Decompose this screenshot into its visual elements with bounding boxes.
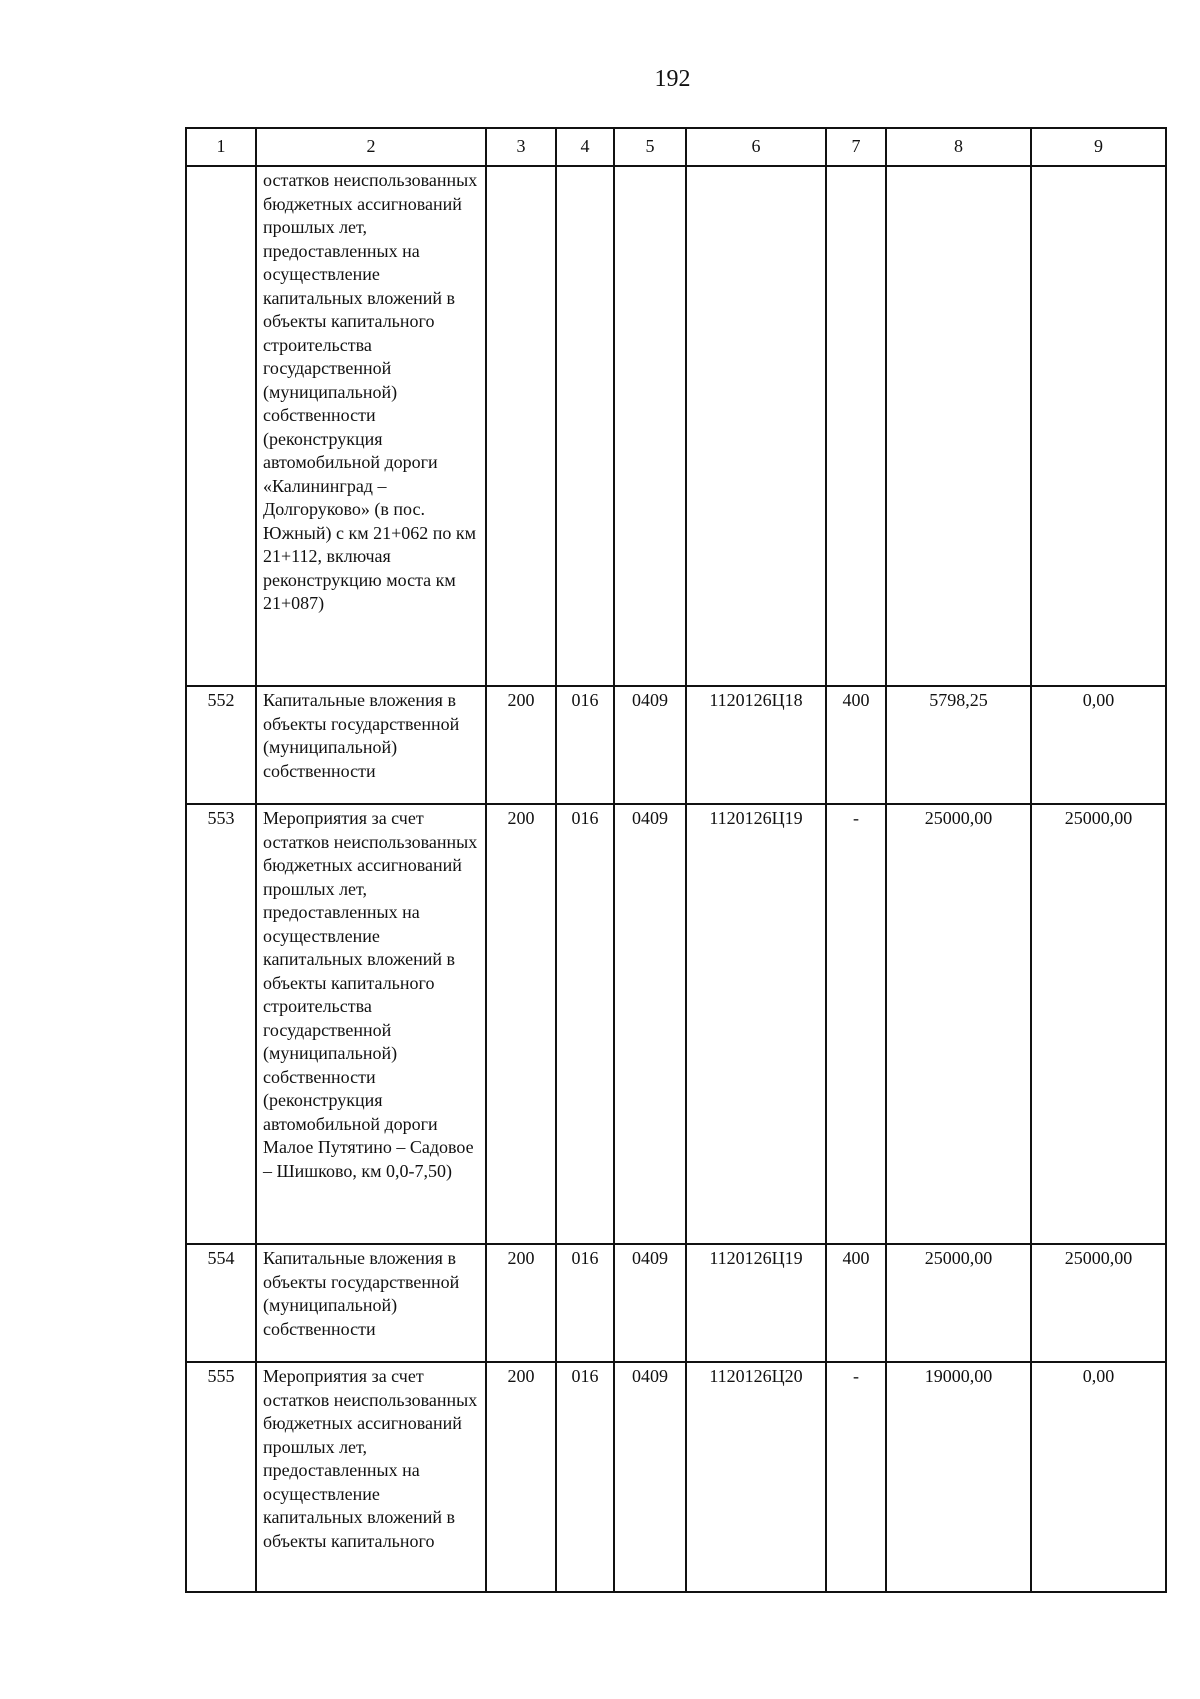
cell-col6 xyxy=(686,166,826,686)
cell-col4: 016 xyxy=(556,804,614,1244)
cell-col9: 25000,00 xyxy=(1031,804,1166,1244)
cell-col8: 19000,00 xyxy=(886,1362,1031,1592)
cell-col5: 0409 xyxy=(614,804,686,1244)
cell-col3: 200 xyxy=(486,804,556,1244)
cell-col9 xyxy=(1031,166,1166,686)
row-number xyxy=(186,166,256,686)
table-header-row xyxy=(186,128,1166,166)
cell-col7: - xyxy=(826,804,886,1244)
row-number: 554 xyxy=(186,1244,256,1362)
cell-col8 xyxy=(886,166,1031,686)
header-cell: 2 xyxy=(256,128,486,166)
table-row xyxy=(186,1362,1166,1592)
cell-col8: 25000,00 xyxy=(886,1244,1031,1362)
cell-col7 xyxy=(826,166,886,686)
cell-col9: 0,00 xyxy=(1031,1362,1166,1592)
table-row xyxy=(186,686,1166,804)
header-cell: 3 xyxy=(486,128,556,166)
cell-col3: 200 xyxy=(486,1244,556,1362)
cell-col4: 016 xyxy=(556,1244,614,1362)
row-name: Капитальные вложения в объекты государственной (муниципальной) собственности xyxy=(256,686,486,804)
header-cell: 8 xyxy=(886,128,1031,166)
cell-col6: 1120126Ц20 xyxy=(686,1362,826,1592)
row-number: 553 xyxy=(186,804,256,1244)
header-cell: 5 xyxy=(614,128,686,166)
cell-col3 xyxy=(486,166,556,686)
header-cell: 4 xyxy=(556,128,614,166)
budget-table xyxy=(185,127,1167,1593)
header-cell: 6 xyxy=(686,128,826,166)
cell-col7: - xyxy=(826,1362,886,1592)
cell-col6: 1120126Ц19 xyxy=(686,1244,826,1362)
cell-col6: 1120126Ц19 xyxy=(686,804,826,1244)
cell-col5: 0409 xyxy=(614,1244,686,1362)
cell-col5: 0409 xyxy=(614,1362,686,1592)
cell-col6: 1120126Ц18 xyxy=(686,686,826,804)
cell-col3: 200 xyxy=(486,1362,556,1592)
row-name: остатков неиспользованных бюджетных ассигнований прошлых лет, предоставленных на осуществление капитальных вложений в объекты капитального строительства государственной (муниципальной) собственности (реконструкция автомобильной дороги «Калининград – Долгоруково» (в пос. Южный) с км 21+062 по км 21+112, включая реконструкцию моста км 21+087) xyxy=(256,166,486,686)
row-name: Мероприятия за счет остатков неиспользованных бюджетных ассигнований прошлых лет, предоставленных на осуществление капитальных вложений в объекты капитального строительства государственной (муниципальной) собственности (реконструкция автомобильной дороги Малое Путятино – Садовое – Шишково, км 0,0-7,50) xyxy=(256,804,486,1244)
cell-col7: 400 xyxy=(826,686,886,804)
page-number: 192 xyxy=(654,66,691,92)
cell-col5: 0409 xyxy=(614,686,686,804)
cell-col8: 25000,00 xyxy=(886,804,1031,1244)
row-name: Мероприятия за счет остатков неиспользованных бюджетных ассигнований прошлых лет, предоставленных на осуществление капитальных вложений в объекты капитального xyxy=(256,1362,486,1592)
cell-col4 xyxy=(556,166,614,686)
row-number: 555 xyxy=(186,1362,256,1592)
header-cell: 9 xyxy=(1031,128,1166,166)
cell-col7: 400 xyxy=(826,1244,886,1362)
row-number: 552 xyxy=(186,686,256,804)
table-row xyxy=(186,1244,1166,1362)
cell-col9: 0,00 xyxy=(1031,686,1166,804)
cell-col3: 200 xyxy=(486,686,556,804)
table-row xyxy=(186,166,1166,686)
cell-col5 xyxy=(614,166,686,686)
header-cell: 1 xyxy=(186,128,256,166)
cell-col9: 25000,00 xyxy=(1031,1244,1166,1362)
cell-col4: 016 xyxy=(556,1362,614,1592)
cell-col8: 5798,25 xyxy=(886,686,1031,804)
header-cell: 7 xyxy=(826,128,886,166)
table-row xyxy=(186,804,1166,1244)
row-name: Капитальные вложения в объекты государственной (муниципальной) собственности xyxy=(256,1244,486,1362)
cell-col4: 016 xyxy=(556,686,614,804)
